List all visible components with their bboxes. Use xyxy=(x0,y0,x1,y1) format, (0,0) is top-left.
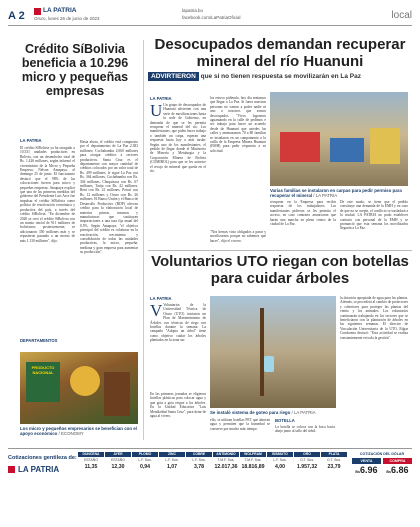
price-cell xyxy=(240,452,266,480)
bottle-icon xyxy=(264,356,274,372)
price-unit: L.F. Sus. xyxy=(165,458,179,462)
brand-name: LA PATRIA xyxy=(43,7,77,14)
price-unit: L.F. Sus. xyxy=(273,458,287,462)
price-cell xyxy=(267,452,293,480)
column-divider xyxy=(143,40,144,440)
fx-buy-label: COMPRA xyxy=(383,458,412,464)
price-name: ZINC xyxy=(159,452,185,457)
price-value: 18.816,89 xyxy=(241,464,265,470)
huanuni-col3: "Nos hemos visto obligados a parar y movilizarnos porque no sabemos qué hacer", dijo el vocero. xyxy=(210,230,266,243)
price-name: DUNCENA xyxy=(78,452,104,457)
price-cell xyxy=(294,452,320,480)
facebook-url[interactable]: facebook.com/LaPatriaOficial xyxy=(182,15,241,20)
uto-subhead: BOTELLA xyxy=(275,418,295,423)
price-cell xyxy=(78,452,104,480)
page-header xyxy=(8,4,412,26)
huanuni-subhead xyxy=(148,73,412,80)
price-unit: T.M.F. Sus. xyxy=(244,458,262,462)
price-name: AYER xyxy=(105,452,131,457)
price-unit: T.M.F. Sus. xyxy=(217,458,235,462)
credit-photo xyxy=(20,352,138,424)
price-unit: O.T. Sus. xyxy=(300,458,314,462)
price-cell xyxy=(105,452,131,480)
price-cell xyxy=(321,452,347,480)
huanuni-col4: recuperar en la Empresa para recibir respuesta de los trabajadores. Los manifestantes pidieron se les permita el acceso, en caso contrario anunciaron que harán una marcha en pleno centro de la ciudad de La Paz. xyxy=(270,200,336,227)
price-value: 1.957,32 xyxy=(296,464,318,470)
issue-date: Oruro, lunes 26 de junio de 2023 xyxy=(34,16,100,21)
price-name: PLOMO xyxy=(132,452,158,457)
credit-col1: El crédito SíBolivia ya ha otorgado a 10.531 unidades productivas en Bolivia, con un desembolso total de Bs. 1.426 millones, según informó el viceministro de la Micro y Pequeña Empresa, Nelson Amapaya, al domingo 25 de junio. El funcionario destacó que el 98% de las colocaciones fueron para micro y pequeñas empresas. Amapaya explicó que una de las primeras medidas del gobierno del Presidente Luis Arce fue impulsar el crédito SíBolivia como política de reactivación económica y productiva del país, a través del crédito SíBolivia. "En diciembre de 2020 se creó el crédito SíBolivia con un monto inicial de 911 millones de bolivianos; posteriormente, se adicionaron 350 millones más y se repusieron pasando a un monto de más 1.130 millones", dijo. xyxy=(20,146,75,243)
price-name: PLATA xyxy=(321,452,347,457)
huanuni-caption: Varias familias se instalaron en carpas para pedir permiso para recuperar el mineral / LA PATRIA xyxy=(270,188,402,198)
price-cell xyxy=(186,452,212,480)
price-value: 4,00 xyxy=(274,464,286,470)
fx-buy-value: Bs6.86 xyxy=(386,465,409,475)
page-number: A 2 xyxy=(8,10,25,22)
price-name: BISMUTO xyxy=(267,452,293,457)
huanuni-headline: Desocupados demandan recuperar mineral del río Huanuni xyxy=(154,36,406,70)
tent-icon xyxy=(280,132,320,162)
price-name: COBRE xyxy=(186,452,212,457)
huanuni-col1: U Un grupo de desocupados de Huanuni advierten con una serie de movilizaciones hasta la sede de Gobierno, en demanda de que se les permita recuperar el mineral del río. Los manifestantes, que piden hacer trabajo o también un carpa, esperan una respuesta hasta hoy a más tardar. Según uno de los manifestantes, el pedido de llegar donde el Ministerio de Minería y Metalurgia y la Corporación Minera de Bolivia (COMIBOL) para que se les autorice el recojo de mineral que queda en el río. xyxy=(150,103,206,174)
credit-subhead: DEPARTAMENTOS xyxy=(20,338,58,343)
exchange-rate xyxy=(352,452,412,480)
fx-sell-value: Bs6.96 xyxy=(355,465,378,475)
product-bag-icon xyxy=(104,372,130,416)
uto-headline: Voluntarios UTO riegan con botellas para cuidar árboles xyxy=(151,253,409,287)
site-url[interactable]: lapatria.bo xyxy=(182,8,204,13)
price-unit: L.F. Sus. xyxy=(192,458,206,462)
credit-col2: Hasta ahora, el crédito está compuesto por el departamento de La Paz 2.383 millones; Cochabamba 2.060 millones para otorgar créditos a sectores productivos. Santa Cruz es el departamento con mayor cantidad de créditos colocados por un valor total de Bs. 499 millones, le sigue La Paz con Bs. 364 millones, Cochabamba con Bs. 304 millones, Chuquisaca con Bs. 67 millones, Tarija con Bs. 42 millones, Beni con Bs. 41 millones, Potosí con Bs. 12 millones y Oruro con Bs. 26 millones. El Banco Unión y el Banco de Desarrollo Productivo (BDP) ofrecen crédito para la elaboración local de materias primas, insumos y manufacturas que sustituyan importaciones a una tasa fija anual del 0,5%. Según Amapaya, "el objetivo principal del crédito es colaborar en la reactivación, crecimiento y consolidación de todas las unidades productivas, la micro, pequeña, mediana y gran empresa para aumentar su producción". xyxy=(80,140,138,255)
price-unit: ESTAÑO xyxy=(111,458,125,462)
uto-photo xyxy=(210,296,336,408)
huanuni-col5: De este modo, se tiene que el pedido constituye una demanda de la EMH y en caso de que no se acepte, el conflicto se trasladará a la ciudad. LA PATRIA no pudo establecer contacto con personal de la EMH y se pronunció que esta semana los movilizados llegarán a La Paz. xyxy=(340,200,408,231)
uto-col3: ello, se utilizan botellas PET que ahorran agua y permiten que la humedad se conserve por mucho más tiempo. xyxy=(210,418,270,431)
tent-icon xyxy=(330,138,364,162)
tree-trunk-icon xyxy=(260,308,264,396)
price-value: 12.017,36 xyxy=(214,464,238,470)
credit-story xyxy=(8,42,142,98)
price-value: 12,30 xyxy=(111,464,125,470)
price-value: 23,79 xyxy=(327,464,341,470)
product-sign: PRODUCTO NACIONAL xyxy=(26,362,60,402)
price-value: 11,35 xyxy=(84,464,98,470)
huanuni-kicker: ADVIRTIERON xyxy=(148,72,199,81)
uto-col1: V Voluntarios de la Universidad Técnica de Oruro (UTO) iniciaron un Plan de Mantenimiento de Árboles con técnicas de riego con botellas durante la semana. La campaña "Adopta un árbol" tiene como objetivo cuidar los árboles plantados en la zona sur. xyxy=(150,303,206,343)
price-cell xyxy=(159,452,185,480)
huanuni-col2: los estuvo pidiendo, hoy día teníamos que llegar a La Paz. Si fuera nuestras personas no vamos a poder nadie ni uno a nosotros que somos desocupados. "Vivos logramos aguantando en la calle de pedimos e ser trabajo para hacer un acuerdo desde de Huanuni que ustedes las calles y amenazamos 70 a 80 familias se instalaron en un campamento a la orilla de la Empresa Minera Huanuni (EMH) para pedir respuesta a su solicitud. xyxy=(210,96,266,153)
product-jar-icon xyxy=(70,366,100,396)
fx-label: COTIZACIÓN DEL DÓLAR xyxy=(359,452,405,456)
huanuni-dek: que si no tienen respuesta se movilizarán en La Paz xyxy=(200,73,361,80)
footer-logo-icon xyxy=(8,466,15,473)
credit-tag: LA PATRIA xyxy=(20,138,42,143)
price-cell xyxy=(213,452,239,480)
price-value: 1,07 xyxy=(166,464,178,470)
footer-brand: LA PATRIA xyxy=(18,465,60,474)
tent-icon xyxy=(370,128,400,164)
footer-rule xyxy=(8,448,412,449)
price-cell xyxy=(132,452,158,480)
price-name: ANTIMONIO xyxy=(213,452,239,457)
credit-headline: Crédito SíBolivia beneficia a 10.296 micro y pequeñas empresas xyxy=(21,42,129,98)
uto-col2: En las primeras jornadas se eligieron botellas plásticas para colocar agua y que gota a gota riegue a los árboles. En la Unidad Educativa "Luis Mendizábal Santa Cruz", para dotar de agua al vivero. xyxy=(150,392,206,419)
section-name: local xyxy=(391,10,412,21)
price-value: 0,94 xyxy=(139,464,151,470)
fx-sell-label: VENTA xyxy=(352,458,381,464)
uto-tag: LA PATRIA xyxy=(150,296,172,301)
story-divider xyxy=(148,250,412,251)
footer-label: Cotizaciones gentileza de: xyxy=(8,455,77,461)
price-name: WOLFRAM xyxy=(240,452,266,457)
price-value: 3,78 xyxy=(193,464,205,470)
mineral-prices xyxy=(78,452,348,480)
price-unit: L.F. Sus. xyxy=(138,458,152,462)
price-unit: ESTAÑO xyxy=(84,458,98,462)
huanuni-photo xyxy=(270,92,408,186)
huanuni-tag: LA PATRIA xyxy=(150,96,172,101)
price-name: ORO xyxy=(294,452,320,457)
uto-col5: la dotación apropiada de agua para las plantas. Además, se procederá al cambio de protectores y cobertores para proteger las plantas del viento y los animales. Los voluntarios continuarán trabajando en los sectores que se beneficiaron con la plantación de árboles en las siguientes semanas. El director de Vinculación Universitaria de la UTO, Edgar Condorena destacó: "Esta actividad se realiza constantemente en toda la gestión". xyxy=(340,296,408,340)
uto-caption: Se instaló sistema de goteo para riego / LA PATRIA xyxy=(210,410,316,415)
credit-caption: Los micro y pequeños empresarios se benefician con el apoyo económico / ECONOMY xyxy=(20,426,137,436)
uto-col4: La botella se coloca con la boca hacia abajo junto al tallo del árbol. xyxy=(275,425,335,434)
price-unit: O.T. Sus. xyxy=(327,458,341,462)
brand-logo-icon xyxy=(34,8,41,15)
